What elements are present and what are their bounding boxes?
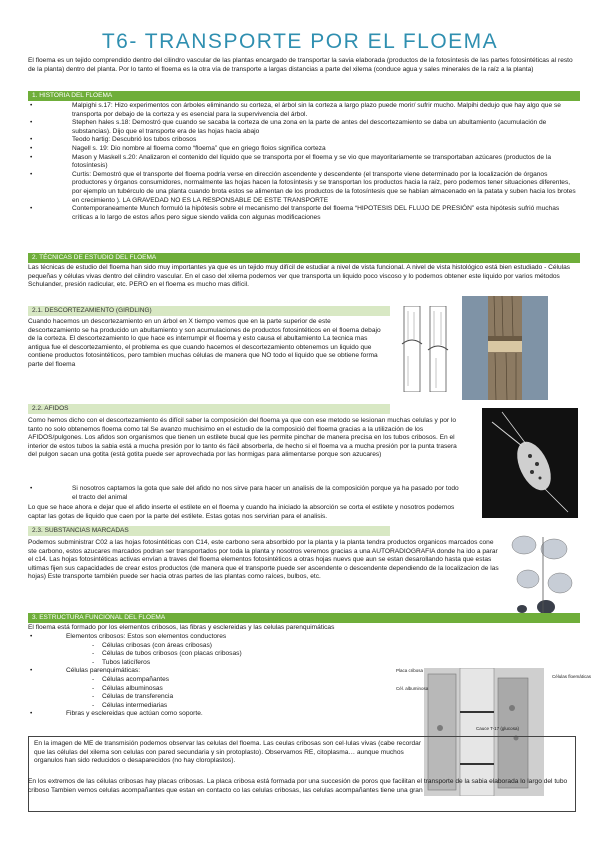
aphids-bullet: • Si nosotros captamos la gota que sale del afido no nos sirve para hacer un analisis de la composición porque ya ha pasado por todo el tracto del animal	[28, 485, 464, 502]
page-title: T6- TRANSPORTE POR EL FLOEMA	[101, 30, 499, 53]
section-3-heading: 3. ESTRUCTURA FUNCIONAL DEL FLOEMA	[28, 613, 580, 623]
autoradiography-image	[506, 527, 580, 619]
parenchyma-cell-item: - Células acompañantes	[28, 676, 418, 685]
figure-label-albuminosa: Cél. albuminosa	[396, 686, 429, 691]
figure-label-floematicas: Células floemáticas	[552, 674, 592, 679]
tree-trunk-photo	[462, 296, 548, 400]
section-2-intro: Las técnicas de estudio del floema han sido muy importantes ya que es un tejido muy difícil de estudiar a nivel de vista funcional. A nivel de vista histológico está bien estudiado - Células pequeñas y células vivas dentro del cilindro vascular. En el caso del xilema podemos ver que transporta un liquido poco viscoso y lo podemos obtener este liquido por varios métodos Schulander, presión radicular, etc. PERO en el floema es mucho mas difícil.	[28, 264, 571, 289]
history-item: • Curtis: Demostró que el transporte del floema podría verse en dirección ascendente y descendente (el transporte viene determinado por la localización de órganos productores y órganos consumidores, normalmente las hojas hacen la fotosíntesis y se transportan los productos hacia la raíz, pero podemos tener situaciones diferentes, por ejemplo un tubérculo de una planta cuando brota estos se alimentan de los productos de la fotosíntesis que se habían almacenado en la patata y suben hacia los brotes en crecimiento ). LA GRAVEDAD NO ES LA RESPONSABLE DE ESTE TRANSPORTE	[28, 171, 580, 205]
aphids-paragraph: Como hemos dicho con el descortezamiento és difícil saber la composición del floema ya que con ese metodo se lesionan muchas celulas y por lo tanto no solo obtenemos floema como tal Se avanzo muchisimo en el estudio de la composició del floema gracias a la utilización de los AFIDOS/pulgones. Los afidos son organismos que tienen un estilete bucal que les permite pinchar de manera precisa en los tubos cribosos. En el interior de estos tubos la sabia está a mucha presión por lo tanto és fácil absorberla, de hecho si el floema va a mucha presión por la punta trasera del pulgon sacan una gotita (está gotita puede ser aprovechada por las hormigas para alimentarse porque son azucares)	[28, 417, 457, 459]
history-item: • Teodo hartig: Descubrió los tubos cribosos	[28, 136, 580, 145]
section-1-heading: 1. HISTORIA DEL FLOEMA	[28, 91, 580, 101]
parenchyma-cell-item: - Células de transferencia	[28, 693, 418, 702]
sieve-plate-paragraph: En los extremos de las células cribosas hay placas cribosas. La placa cribosa está formada por una succesión de poros que facilitan el transporte de la sabia elaborada lo largo del tubo criboso Tambien vemos celulas acompañantes que estan en contacto co las celulas cribosas, las celulas acompañantes tiene una gran	[28, 778, 568, 794]
labeled-substances-paragraph: Podemos subministrar C02 a las hojas fotosintéticas con C14, este carbono sera absorbido por la planta y la planta tendra productos organicos marcados cone ste carbono, estos azucares marcados podran ser transportados por toda la planta y nosotros veremos gracias a una AUTORADIOGRAFIA donde ha ido a parar el c14. Las hojas fotosintéticas activas envían a traves del floema elementos fotosintéticos a otras hojas nuevs que aun se estan desarollando hasta que estas ultimas fijen sus capacidades de crear estos productos (de manera que el transporte puede ser ascendente o descendente dependiendo de la localizacion de las hojas) Este transporte también puede ser hacia otras partes de las plantas como raíces, bulbos, etc.	[28, 539, 499, 581]
girdling-paragraph: Cuando hacemos un descortezamiento en un árbol en X tiempo vemos que en la parte superior de este descortezamiento se ha producido un abultamiento y son acumulaciones de productos fotosintéticos en el floema debajo de la corteza. El descortezamiento lo que hace es interrumpir el floema y esto causa el abultamiento La tecnica mas antigua fue el descortezamiento, el problema es que cuando hacemos el descortezamiento obtenemos un liquido que contiene productos fotosintéticos, pero tambien muchas células de manera que NO todo el liquido que se obtiene forma parte del floema	[28, 318, 381, 368]
aphid-photo	[482, 408, 578, 518]
parenchyma-cell-item: - Células intermediarias	[28, 702, 418, 711]
subsection-2-1-heading: 2.1. DESCORTEZAMIENTO (GIRDLING)	[28, 306, 390, 316]
sieve-element-item: - Tubos laticíferos	[28, 659, 418, 668]
girdling-drawing	[394, 306, 454, 392]
aphids-bullet-list	[28, 485, 464, 502]
history-item: • Contemporaneamente Munch formuló la hipótesis sobre el mecanismo del transporte del floema “HIPOTESIS DEL FLUJO DE PRESIÓN” esta hipótesis sufrió muchas críticas a lo largo de estos años pero sigue siendo valida con algunas modificaciones	[28, 205, 580, 222]
structure-intro: El floema está formado por los elementos cribosos, las fibras y esclereidas y las celulas parenquimáticas	[28, 624, 335, 631]
micrograph-explanation: En la imagen de ME de transmisión podemos observar las celulas del floema. Las ceulas cribosas son cel·lulas vivas (cabe recordar que las células del xilema son celulas con pared secundaria y sin protoplasto). Observamos RE, citoplasma… aunque muchos organulos han sido reducidos o desaparecidos (no hay cloroplastos).	[34, 740, 422, 765]
history-list	[28, 102, 580, 222]
sieve-element-item: - Células cribosas (con áreas cribosas)	[28, 642, 418, 651]
elementos-cribosos-item: • Elementos cribosos: Estos son elementos conductores	[28, 633, 418, 642]
subsection-2-2-heading: 2.2. AFIDOS	[28, 404, 390, 414]
figure-caption: Cauce T-17 (glucosa)	[476, 726, 519, 731]
phloem-components-list	[28, 633, 418, 719]
history-item: • Malpighi s.17: Hizo experimentos con árboles eliminando su corteza, el árbol sin la corteza a largo plazo puede morir/ sufrir mucho. Malpihi dedujo que hay algo que se transporta por debajo de la corteza y es esencial para la supervivencia del árbol.	[28, 102, 580, 119]
parenchyma-cells-item: • Células parenquimáticas:	[28, 667, 418, 676]
history-item: • Nagell s. 19: Dio nombre al floema como “floema” que en griego floios significa corteza	[28, 145, 580, 154]
subsection-2-3-heading: 2.3. SUBSTANCIAS MARCADAS	[28, 526, 390, 536]
history-item: • Stephen hales s.18: Demostró que cuando se sacaba la corteza de una zona en la parte de antes del descortezamiento se daba un abultamiento (acumulación de substancias). Dijo que el transporte era de las hojas hacia abajo	[28, 119, 580, 136]
parenchyma-cell-item: - Células albuminosas	[28, 685, 418, 694]
intro-paragraph: El floema es un tejido comprendido dentro del cilindro vascular de las plantas encargado de transportar la savia elaborada (productos de la fotosíntesis de las partes fotosintéticas al resto de la planta) dentro del planta. Por lo tanto el floema es la otra vía de transporte a largas distancias a parte del xilema (conduce agua y sales minerales de la raíz a la planta)	[28, 57, 573, 73]
history-item: • Mason y Maskell s.20: Analizaron el contenido del líquido que se transporta por el floema y se vio que mayoritariamente se transportaban azúcares (productos de la fotosíntesis)	[28, 154, 580, 171]
sieve-element-item: - Células de tubos cribosos (con placas cribosas)	[28, 650, 418, 659]
fibers-item: • Fibras y esclereidas que actúan como soporte.	[28, 710, 418, 719]
figure-label-placa: Placa cribosa	[396, 668, 424, 673]
section-2-heading: 2. TÉCNICAS DE ESTUDIO DEL FLOEMA	[28, 253, 580, 263]
aphids-method-paragraph: Lo que se hace ahora e dejar que el afido inserte el estilete en el floema y cuando ha iniciado la absorción se corta el estilete y nosotros podemos captar las gotas de liquido que caen por la parte del estilete. Estas gotas nos servirian para el analisis.	[28, 504, 455, 520]
